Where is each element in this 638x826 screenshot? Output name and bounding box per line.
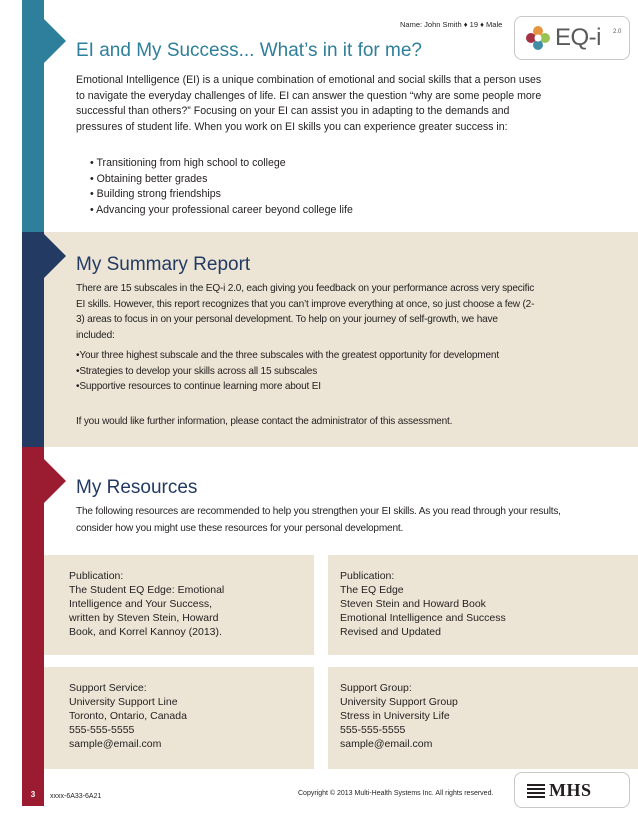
resource-line: written by Steven Stein, Howard [69, 612, 219, 624]
resource-line: 555-555-5555 [340, 724, 406, 736]
resource-line: The EQ Edge [340, 584, 404, 596]
section3-stripe [22, 447, 44, 784]
mhs-stripes-icon [527, 784, 545, 798]
resource-line: Stress in University Life [340, 710, 450, 722]
copyright: Copyright © 2013 Multi-Health Systems Inc. All rights reserved. [298, 790, 494, 797]
resource-text [69, 569, 309, 639]
resource-card-publication-1 [44, 555, 314, 655]
section2-closing: If you would like further information, please contact the administrator of this assessment. [76, 416, 453, 427]
resource-email[interactable]: sample@email.com [340, 738, 433, 750]
resource-line: Intelligence and Your Success, [69, 598, 213, 610]
section2-bullet-list [76, 348, 506, 395]
resource-line: Book, and Korrel Kannoy (2013). [69, 626, 222, 638]
list-item: • Transitioning from high school to college [90, 156, 353, 172]
resource-line: Emotional Intelligence and Success [340, 612, 506, 624]
resource-card-publication-2 [328, 555, 638, 655]
list-item: • Your three highest subscale and the three subscales with the greatest opportunity for development [76, 348, 506, 364]
resource-line: Publication: [69, 570, 124, 582]
section1-bullet-list [90, 156, 353, 218]
resource-line: The Student EQ Edge: Emotional [69, 584, 225, 596]
page-number: 3 [22, 784, 44, 806]
eqi-logo-version: 2.0 [613, 29, 622, 35]
resource-line: Revised and Updated [340, 626, 441, 638]
section3-title: My Resources [76, 477, 198, 498]
section2-title: My Summary Report [76, 254, 251, 275]
participant-info: Name: John Smith ♦ 19 ♦ Male [400, 20, 503, 29]
section2-stripe [22, 232, 44, 447]
mhs-logo [514, 772, 630, 808]
resource-line: University Support Line [69, 696, 178, 708]
section1-paragraph: Emotional Intelligence (EI) is a unique combination of emotional and social skills that a person uses to navigate the everyday challenges of life. EI can answer the question “why are some people more successful than others?” Focusing on your EI can assist you in adapting to the demands and pressures of student life. When you work on EI skills you can experience greater success in: [76, 74, 542, 133]
eqi-logo [514, 16, 630, 60]
list-item: • Obtaining better grades [90, 172, 353, 188]
list-item: • Advancing your professional career beyond college life [90, 203, 353, 219]
report-code: xxxx-6A33-6A21 [50, 793, 102, 800]
resource-line: Publication: [340, 570, 395, 582]
resource-text [340, 681, 620, 751]
resource-card-support-service [44, 667, 314, 769]
resource-line: Steven Stein and Howard Book [340, 598, 486, 610]
resource-line: University Support Group [340, 696, 458, 708]
section2-arrow [44, 234, 66, 278]
mhs-logo-text: MHS [549, 780, 592, 800]
list-item: • Supportive resources to continue learning more about EI [76, 379, 506, 395]
resource-line: Toronto, Ontario, Canada [69, 710, 187, 722]
section1-stripe [22, 0, 44, 232]
resource-email[interactable]: sample@email.com [69, 738, 162, 750]
list-item: • Strategies to develop your skills across all 15 subscales [76, 364, 506, 380]
resource-line: Support Group: [340, 682, 412, 694]
resource-card-support-group [328, 667, 638, 769]
section1-arrow [44, 19, 66, 63]
list-item: • Building strong friendships [90, 187, 353, 203]
resource-line: Support Service: [69, 682, 147, 694]
section2-paragraph: There are 15 subscales in the EQ-i 2.0, each giving you feedback on your performance across very specific EI skills. However, this report recognizes that you can’t improve everything at once, so just choose a few (2-3) areas to focus in on your personal development. To help on your journey of self-growth, we have included: [76, 283, 535, 341]
resource-text [69, 681, 309, 751]
eqi-flower-icon [525, 25, 551, 51]
section1-title: EI and My Success... What’s in it for me? [76, 40, 422, 61]
section3-arrow [44, 459, 66, 503]
section3-paragraph: The following resources are recommended to help you strengthen your EI skills. As you read through your results, consider how you might use these resources for your personal development. [76, 506, 561, 534]
resource-line: 555-555-5555 [69, 724, 135, 736]
eqi-logo-text: EQ-i [555, 24, 601, 51]
resource-text [340, 569, 620, 639]
